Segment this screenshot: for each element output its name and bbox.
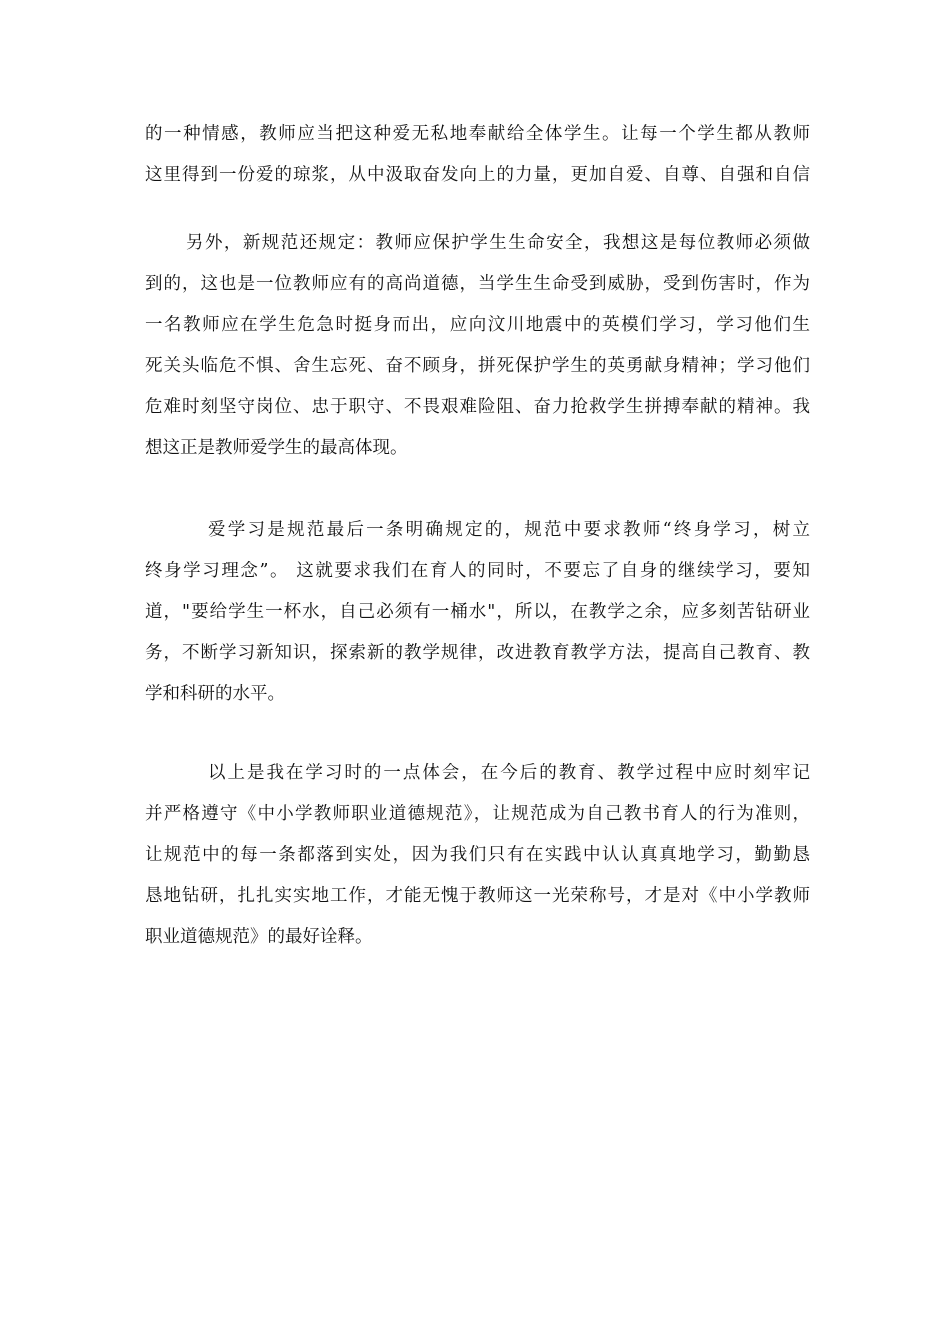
paragraph-4 [145, 753, 810, 958]
paragraph-line: 危难时刻坚守岗位、忠于职守、不畏艰难险阻、奋力抢救学生拼搏奉献的精神。我 [145, 397, 810, 417]
paragraph-line: 让规范中的每一条都落到实处，因为我们只有在实践中认认真真地学习，勤勤恳 [145, 845, 810, 865]
paragraph-line: 到的，这也是一位教师应有的高尚道德，当学生生命受到威胁，受到伤害时，作为 [145, 274, 810, 294]
paragraph-line: 道，"要给学生一杯水，自己必须有一桶水"，所以，在教学之余，应多刻苦钻研业 [145, 602, 810, 622]
paragraph-3 [145, 510, 810, 715]
paragraph-line: 死关头临危不惧、舍生忘死、奋不顾身，拼死保护学生的英勇献身精神；学习他们 [145, 356, 810, 376]
paragraph-line: 想这正是教师爱学生的最高体现。 [145, 438, 408, 458]
paragraph-line: 职业道德规范》的最好诠释。 [145, 927, 373, 947]
paragraph-line: 学和科研的水平。 [145, 684, 285, 704]
paragraph-line: 终身学习理念”。 这就要求我们在育人的同时，不要忘了自身的继续学习，要知 [145, 561, 810, 581]
paragraph-line: 另外，新规范还规定：教师应保护学生生命安全，我想这是每位教师必须做 [186, 233, 810, 253]
paragraph-line: 的一种情感，教师应当把这种爱无私地奉献给全体学生。让每一个学生都从教师 [145, 124, 810, 144]
paragraph-line: 并严格遵守《中小学教师职业道德规范》，让规范成为自己教书育人的行为准则， [145, 804, 810, 824]
paragraph-line: 爱学习是规范最后一条明确规定的，规范中要求教师“终身学习，树立 [208, 520, 810, 540]
paragraph-2 [145, 223, 810, 469]
paragraph-line: 以上是我在学习时的一点体会，在今后的教育、教学过程中应时刻牢记 [208, 763, 810, 783]
paragraph-line: 这里得到一份爱的琼浆，从中汲取奋发向上的力量，更加自爱、自尊、自强和自信 [145, 165, 810, 185]
paragraph-1 [145, 114, 810, 196]
paragraph-line: 一名教师应在学生危急时挺身而出，应向汶川地震中的英模们学习，学习他们生 [145, 315, 810, 335]
paragraph-line: 恳地钻研，扎扎实实地工作，才能无愧于教师这一光荣称号，才是对《中小学教师 [145, 886, 810, 906]
paragraph-line: 务，不断学习新知识，探索新的教学规律，改进教育教学方法，提高自己教育、教 [145, 643, 810, 663]
